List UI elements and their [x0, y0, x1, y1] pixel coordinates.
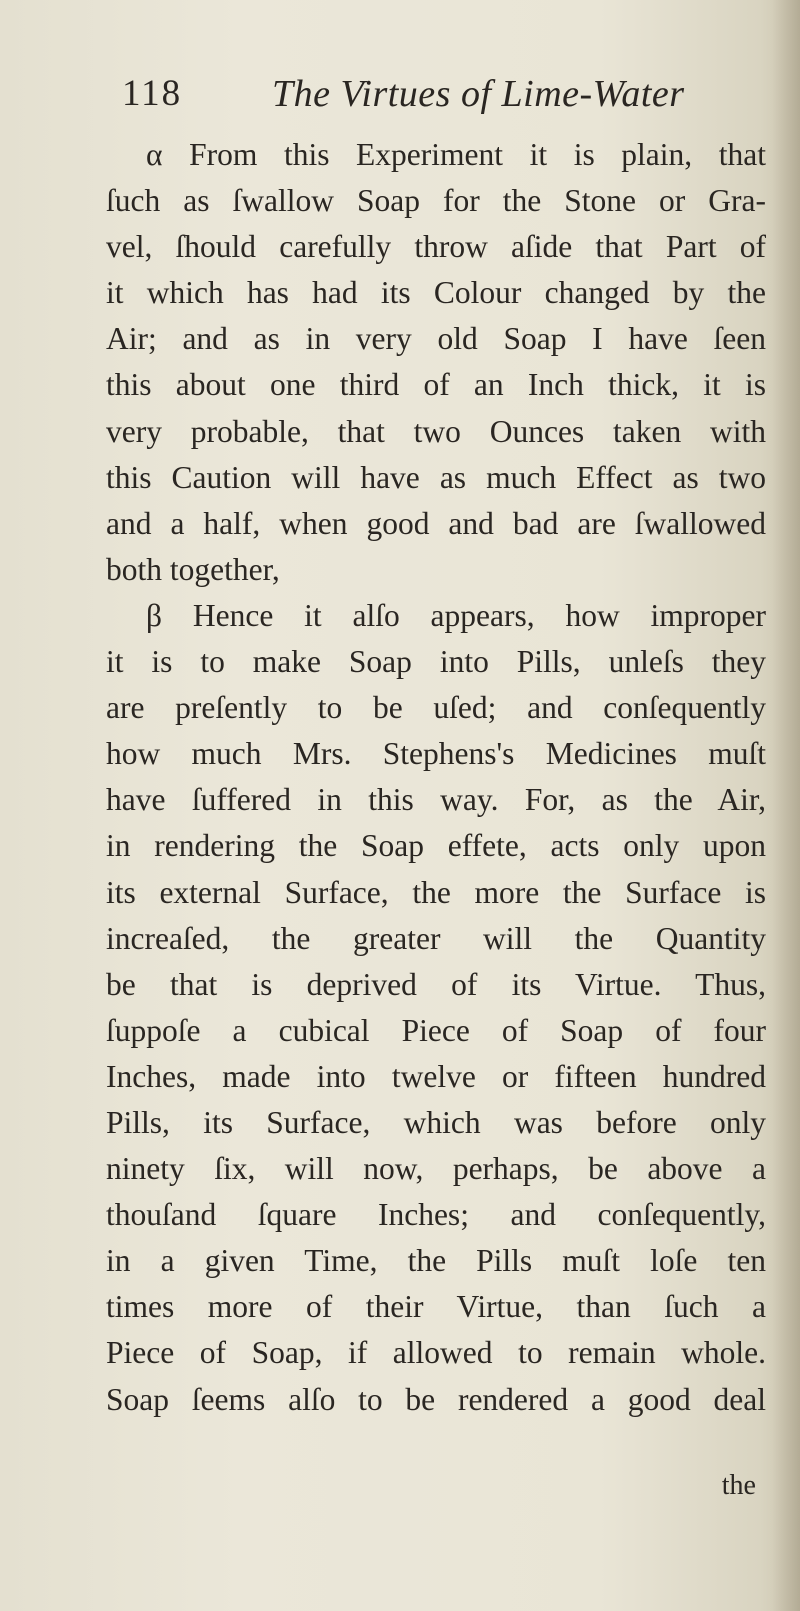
catchword: the: [721, 1470, 756, 1501]
text-line: ſuch as ſwallow Soap for the Stone or Gra-: [106, 183, 766, 219]
text-line: vel, ſhould carefully throw aſide that Part of: [106, 229, 766, 265]
running-title: The Virtues of Lime-Water: [272, 73, 685, 115]
body-text: [106, 132, 766, 1423]
text-line: it which has had its Colour changed by the: [106, 275, 766, 311]
text-line: β Hence it alſo appears, how improper: [146, 597, 766, 633]
text-line: Pills, its Surface, which was before only: [106, 1104, 766, 1140]
text-line: are preſently to be uſed; and conſequently: [106, 690, 766, 726]
text-line: increaſed, the greater will the Quantity: [106, 920, 766, 956]
page-number: 118: [122, 73, 183, 114]
page-header: [0, 64, 800, 124]
text-line: times more of their Virtue, than ſuch a: [106, 1289, 766, 1325]
text-line: and a half, when good and bad are ſwallowed: [106, 505, 766, 541]
text-line: Soap ſeems alſo to be rendered a good deal: [106, 1381, 766, 1417]
text-line: Inches, made into twelve or fifteen hundred: [106, 1058, 766, 1094]
text-line: its external Surface, the more the Surface is: [106, 874, 766, 910]
text-line: ſuppoſe a cubical Piece of Soap of four: [106, 1012, 766, 1048]
text-line: thouſand ſquare Inches; and conſequently,: [106, 1197, 766, 1233]
text-line: this Caution will have as much Effect as two: [106, 459, 766, 495]
text-line: α From this Experiment it is plain, that: [146, 137, 766, 172]
text-line: in a given Time, the Pills muſt loſe ten: [106, 1243, 766, 1279]
text-line: have ſuffered in this way. For, as the Air,: [106, 782, 766, 818]
text-line: how much Mrs. Stephens's Medicines muſt: [106, 736, 766, 772]
text-line: both together,: [106, 551, 280, 587]
text-line: it is to make Soap into Pills, unleſs they: [106, 644, 766, 680]
text-line: Piece of Soap, if allowed to remain whole.: [106, 1335, 766, 1371]
text-line: Air; and as in very old Soap I have ſeen: [106, 321, 766, 357]
text-line: be that is deprived of its Virtue. Thus,: [106, 966, 766, 1002]
text-line: in rendering the Soap effete, acts only upon: [106, 828, 766, 864]
text-line: ninety ſix, will now, perhaps, be above a: [106, 1151, 766, 1187]
text-line: this about one third of an Inch thick, it is: [106, 367, 766, 403]
text-line: very probable, that two Ounces taken with: [106, 413, 766, 449]
page-edge-shadow: [772, 0, 800, 1611]
